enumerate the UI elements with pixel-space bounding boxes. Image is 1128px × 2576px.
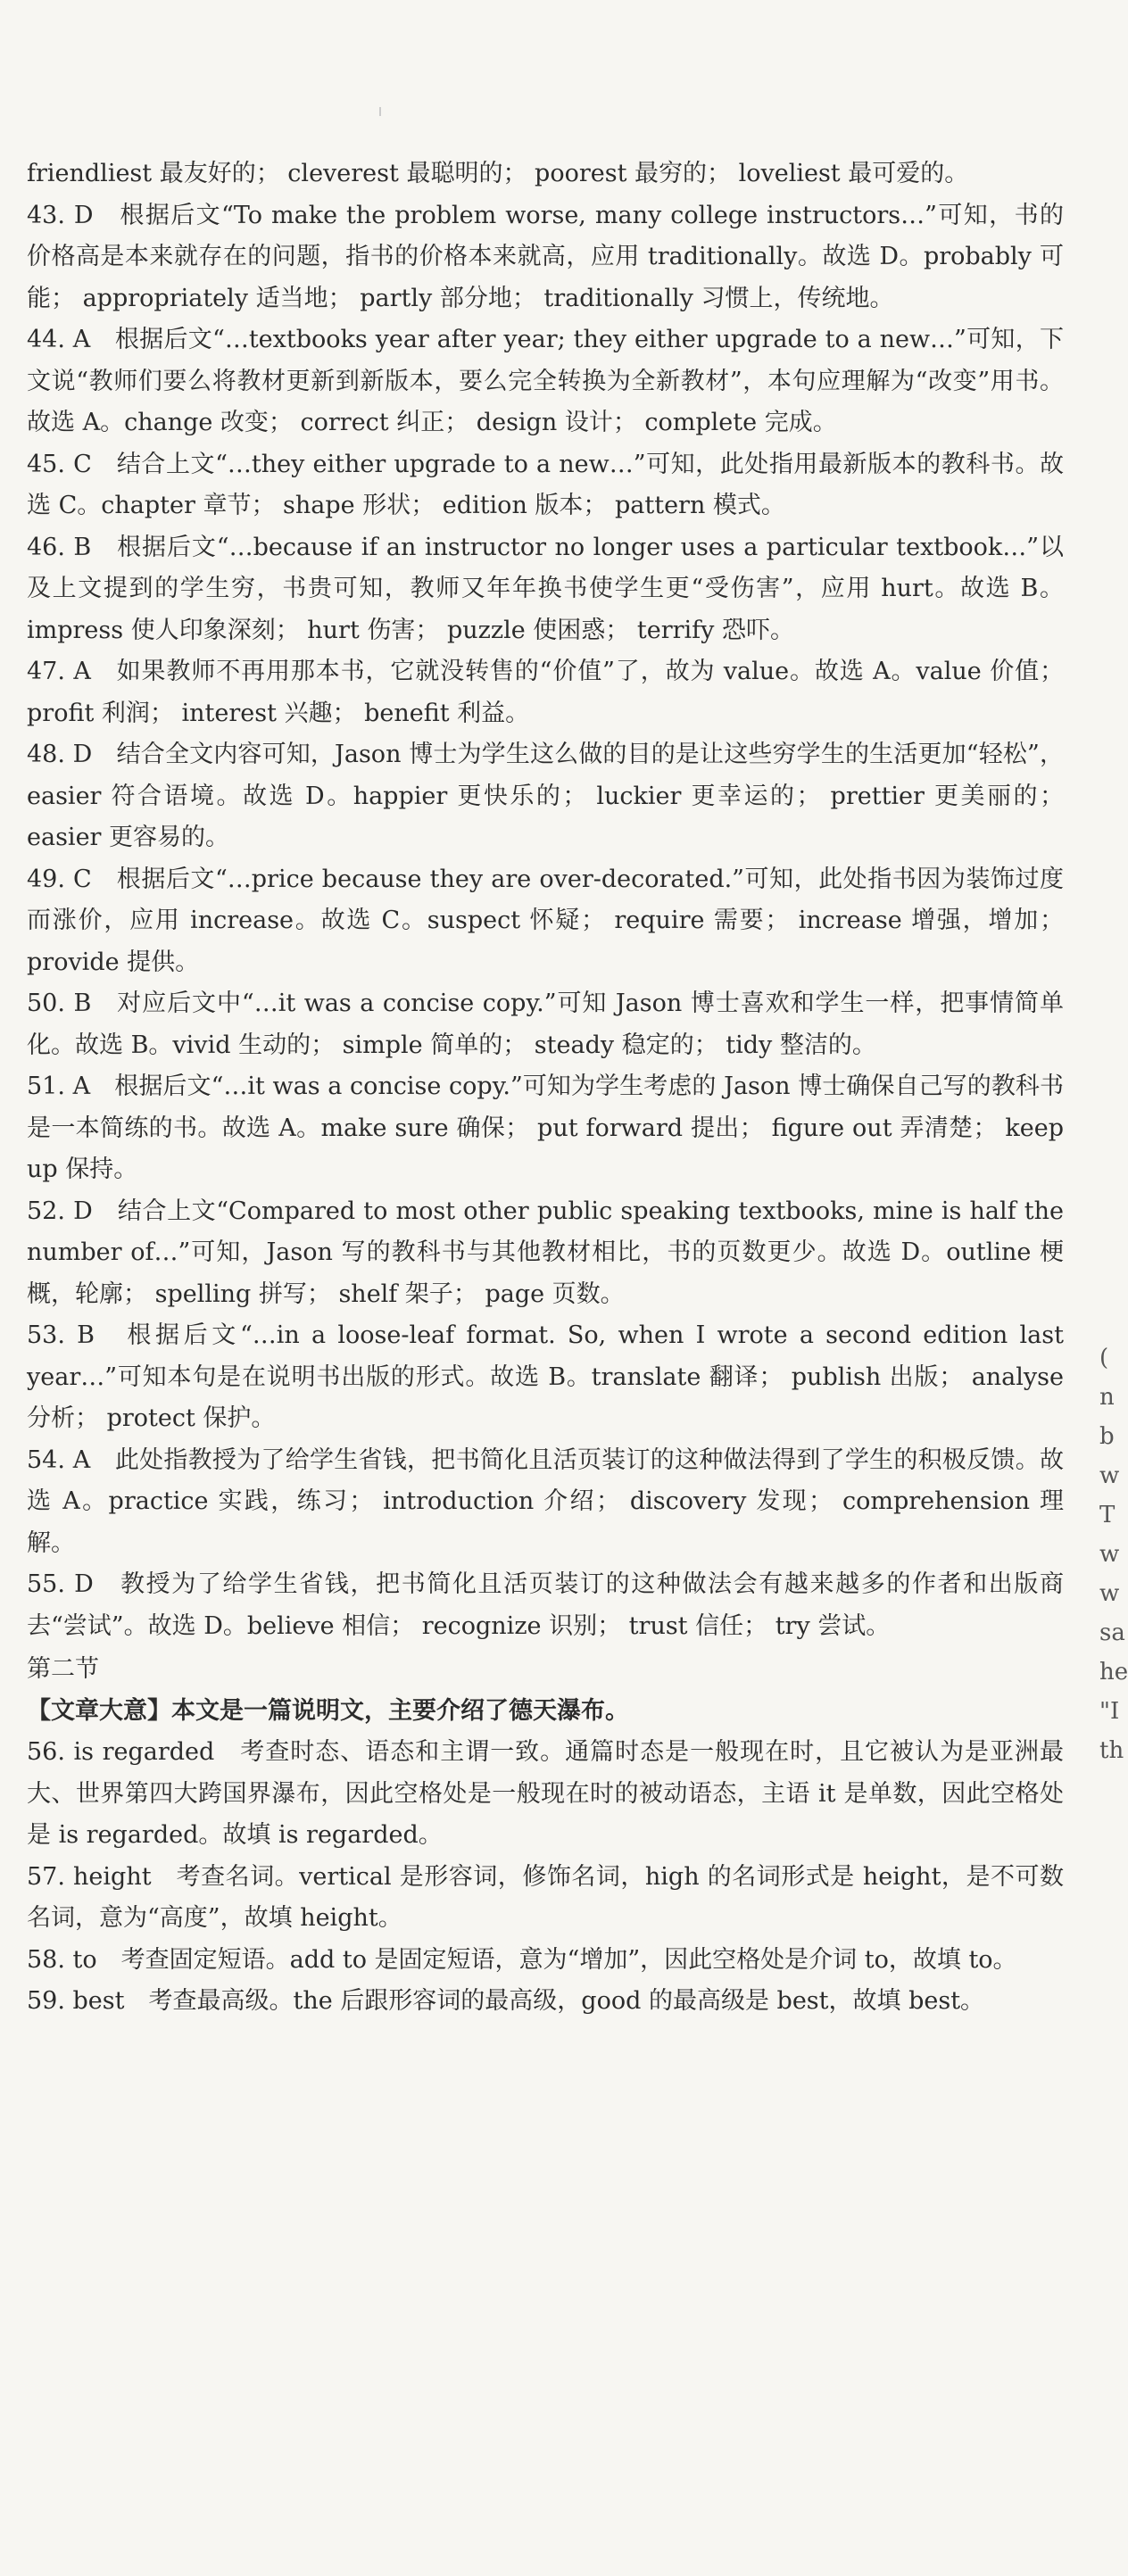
item-49: 49. C 根据后文“…price because they are over-decorated.”可知，此处指书因为装饰过度而涨价，应用 increase。故选 C。suspect 怀疑； require 需要； increase 增强，增加； provide 提供。	[27, 865, 1064, 976]
fragment: T	[1099, 1502, 1116, 1528]
fragment: w	[1099, 1580, 1120, 1607]
fragment: (	[1099, 1345, 1109, 1371]
item-56: 56. is regarded 考查时态、语态和主谓一致。通篇时态是一般现在时，且它被认为是亚洲最大、世界第四大跨国界瀑布，因此空格处是一般现在时的被动语态，主语 it 是单数，因此空格处是 is regarded。故填 is regarded。	[27, 1738, 1064, 1849]
fragment: sa	[1099, 1619, 1125, 1646]
item-52: 52. D 结合上文“Compared to most other public speaking textbooks, mine is half the number of…”可知，Jason 写的教科书与其他教材相比，书的页数更少。故选 D。outline 梗概，轮廓； spelling 拼写； shelf 架子； page 页数。	[27, 1197, 1064, 1308]
item-59: 59. best 考查最高级。the 后跟形容词的最高级，good 的最高级是 best，故填 best。	[27, 1987, 985, 2015]
answer-explanations	[27, 153, 1064, 2023]
fragment: n	[1099, 1384, 1115, 1411]
item-45: 45. C 结合上文“…they either upgrade to a new…”可知，此处指用最新版本的教科书。故选 C。chapter 章节； shape 形状； edition 版本； pattern 模式。	[27, 450, 1064, 519]
item-50: 50. B 对应后文中“…it was a concise copy.”可知 Jason 博士喜欢和学生一样，把事情简单化。故选 B。vivid 生动的； simple 简单的； steady 稳定的； tidy 整洁的。	[27, 990, 1064, 1059]
fragment: "I	[1099, 1698, 1120, 1725]
item-54: 54. A 此处指教授为了给学生省钱，把书简化且活页装订的这种做法得到了学生的积极反馈。故选 A。practice 实践，练习； introduction 介绍； discovery 发现； comprehension 理解。	[27, 1445, 1064, 1557]
item-58: 58. to 考查固定短语。add to 是固定短语，意为“增加”，因此空格处是介词 to，故填 to。	[27, 1945, 1017, 1974]
line-0: friendliest 最友好的； cleverest 最聪明的； poorest 最穷的； loveliest 最可爱的。	[27, 160, 969, 187]
article-summary: 【文章大意】本文是一篇说明文，主要介绍了德天瀑布。	[27, 1696, 629, 1725]
fragment: b	[1099, 1423, 1115, 1450]
scan-mark	[379, 107, 381, 116]
item-43: 43. D 根据后文“To make the problem worse, many college instructors…”可知，书的价格高是本来就存在的问题，指书的价格本来就高，应用 traditionally。故选 D。probably 可能； appropriately 适当地； partly 部分地； traditionally 习惯上，传统地。	[27, 201, 1064, 312]
item-48: 48. D 结合全文内容可知，Jason 博士为学生这么做的目的是让这些穷学生的生活更加“轻松”，easier 符合语境。故选 D。happier 更快乐的； luckier 更幸运的； prettier 更美丽的； easier 更容易的。	[27, 741, 1064, 851]
section-heading: 第二节	[27, 1655, 99, 1683]
fragment: he	[1099, 1659, 1128, 1686]
fragment: th	[1099, 1737, 1124, 1764]
fragment: w	[1099, 1462, 1120, 1489]
item-46: 46. B 根据后文“…because if an instructor no longer uses a particular textbook…”以及上文提到的学生穷，书贵可知，教师又年年换书使学生更“受伤害”，应用 hurt。故选 B。impress 使人印象深刻； hurt 伤害； puzzle 使困惑； terrify 恐吓。	[27, 533, 1064, 644]
item-55: 55. D 教授为了给学生省钱，把书简化且活页装订的这种做法会有越来越多的作者和出版商去“尝试”。故选 D。believe 相信； recognize 识别； trust 信任； try 尝试。	[27, 1570, 1064, 1640]
item-51: 51. A 根据后文“…it was a concise copy.”可知为学生考虑的 Jason 博士确保自己写的教科书是一本简练的书。故选 A。make sure 确保； put forward 提出； figure out 弄清楚； keep up 保持。	[27, 1073, 1064, 1183]
adjacent-page-fragments	[1099, 1338, 1128, 2052]
item-53: 53. B 根据后文“…in a loose-leaf format. So, when I wrote a second edition last year…”可知本句是在说明书出版的形式。故选 B。translate 翻译； publish 出版； analyse 分析； protect 保护。	[27, 1321, 1064, 1432]
fragment: w	[1099, 1541, 1120, 1568]
item-57: 57. height 考查名词。vertical 是形容词，修饰名词，high 的名词形式是 height，是不可数名词，意为“高度”，故填 height。	[27, 1862, 1064, 1932]
item-44: 44. A 根据后文“…textbooks year after year; they either upgrade to a new…”可知，下文说“教师们要么将教材更新到新版本，要么完全转换为全新教材”，本句应理解为“改变”用书。故选 A。change 改变； correct 纠正； design 设计； complete 完成。	[27, 326, 1064, 436]
item-47: 47. A 如果教师不再用那本书，它就没转售的“价值”了，故为 value。故选 A。value 价值； profit 利润； interest 兴趣； benefit 利益。	[27, 658, 1064, 727]
